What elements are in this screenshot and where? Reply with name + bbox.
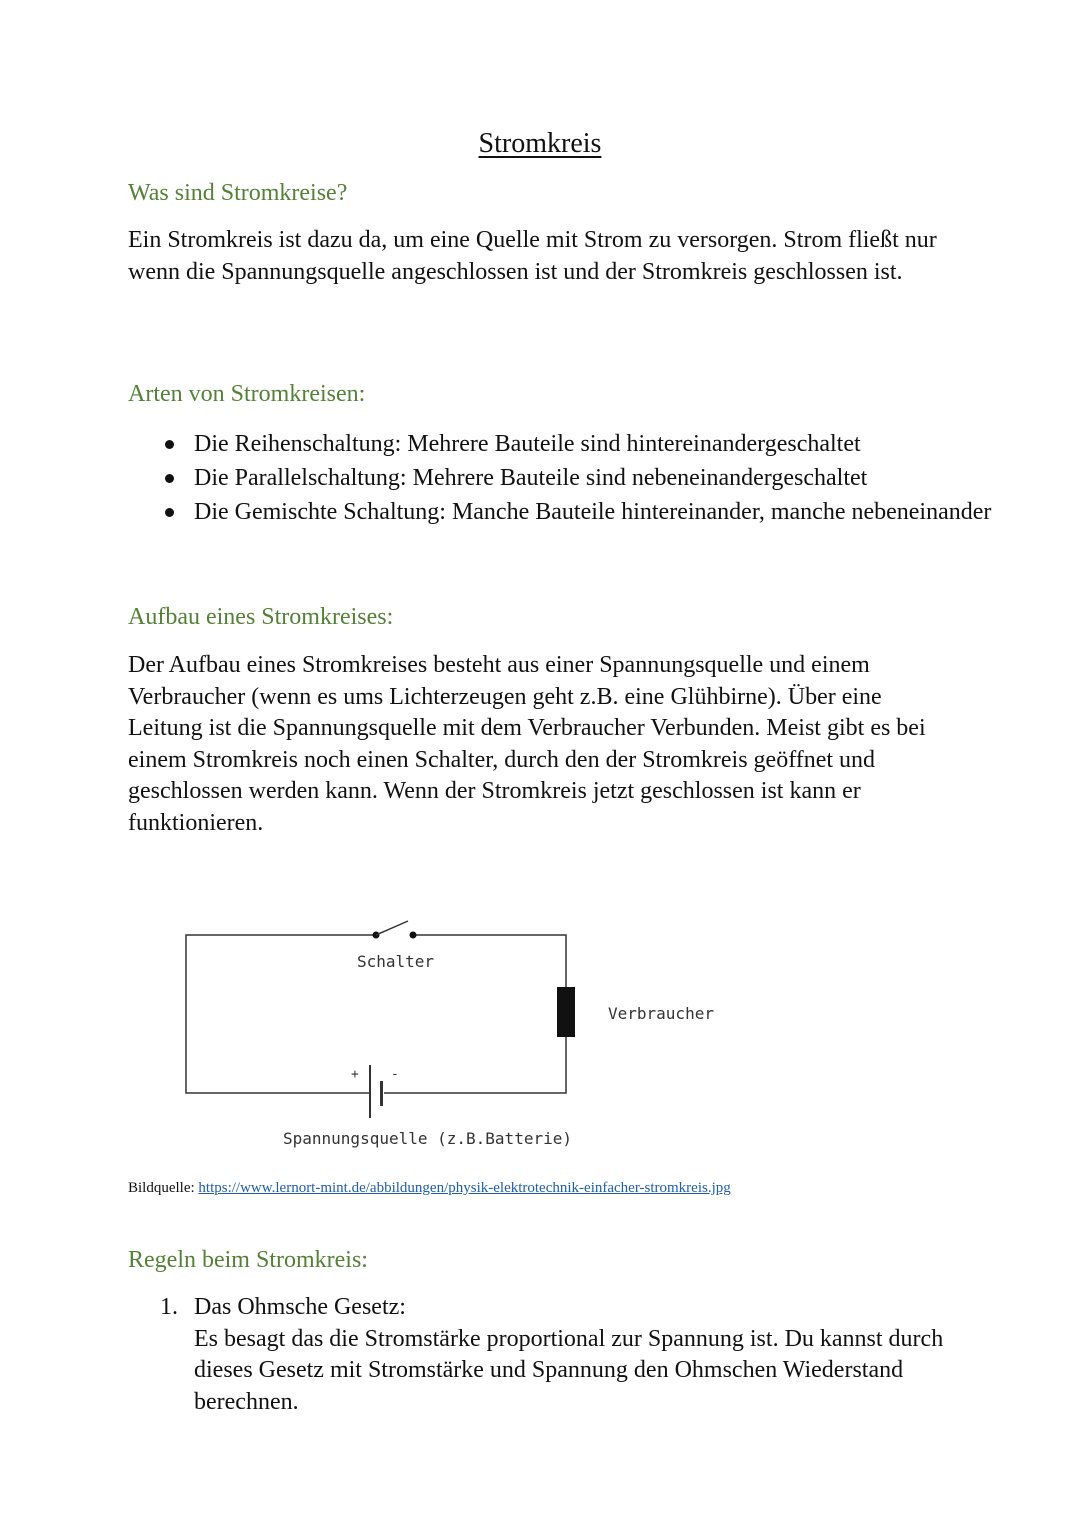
list-item: Die Gemischte Schaltung: Manche Bauteile hintereinander, manche nebeneinander bbox=[160, 496, 940, 528]
consumer-label: Verbraucher bbox=[608, 1004, 714, 1023]
switch-label: Schalter bbox=[357, 952, 435, 971]
heading-rules: Regeln beim Stromkreis: bbox=[128, 1247, 368, 1273]
switch-icon bbox=[373, 921, 417, 939]
heading-types: Arten von Stromkreisen: bbox=[128, 381, 366, 407]
image-source-link[interactable]: https://www.lernort-mint.de/abbildungen/physik-elektrotechnik-einfacher-stromkreis.jpg bbox=[198, 1180, 731, 1196]
rules-list bbox=[160, 1292, 960, 1418]
image-source-label: Bildquelle: bbox=[128, 1180, 195, 1196]
circuit-diagram bbox=[150, 905, 750, 1160]
list-item: Die Reihenschaltung: Mehrere Bauteile sind hintereinandergeschaltet bbox=[160, 428, 940, 460]
list-number: 1. bbox=[160, 1294, 178, 1320]
bullet-icon bbox=[165, 440, 174, 449]
plus-label: + bbox=[351, 1067, 359, 1082]
heading-structure: Aufbau eines Stromkreises: bbox=[128, 604, 394, 630]
paragraph-structure: Der Aufbau eines Stromkreises besteht aus einer Spannungsquelle und einem Verbraucher (wenn es ums Lichterzeugen geht z.B. eine Glühbirne). Über eine Leitung ist die Spannungsquelle mit dem Verbraucher Verbunden. Meist gibt es bei einem Stromkreis noch einen Schalter, durch den der Stromkreis geöffnet und geschlossen werden kann. Wenn der Stromkreis jetzt geschlossen ist kann er funktionieren. bbox=[128, 652, 926, 836]
rule-text: Es besagt das die Stromstärke proportional zur Spannung ist. Du kannst durch dieses Gesetz mit Stromstärke und Spannung den Ohmschen Wiederstand berechnen. bbox=[194, 1325, 944, 1415]
source-label: Spannungsquelle (z.B.Batterie) bbox=[283, 1129, 572, 1148]
image-source bbox=[128, 1180, 731, 1197]
list-item bbox=[160, 1292, 960, 1418]
page-title: Stromkreis bbox=[478, 128, 602, 159]
paragraph-what: Ein Stromkreis ist dazu da, um eine Quelle mit Strom zu versorgen. Strom fließt nur wenn die Spannungsquelle angeschlossen ist und der Stromkreis geschlossen ist. bbox=[128, 227, 937, 285]
list-item: Die Parallelschaltung: Mehrere Bauteile sind nebeneinandergeschaltet bbox=[160, 462, 940, 494]
consumer-icon bbox=[557, 987, 575, 1037]
minus-label: - bbox=[391, 1067, 399, 1082]
battery-icon bbox=[370, 1065, 383, 1118]
circuit-svg bbox=[150, 905, 750, 1155]
bullet-icon bbox=[165, 508, 174, 517]
types-list bbox=[160, 428, 992, 530]
heading-what: Was sind Stromkreise? bbox=[128, 180, 348, 206]
bullet-icon bbox=[165, 474, 174, 483]
rule-title: Das Ohmsche Gesetz: bbox=[194, 1294, 406, 1320]
